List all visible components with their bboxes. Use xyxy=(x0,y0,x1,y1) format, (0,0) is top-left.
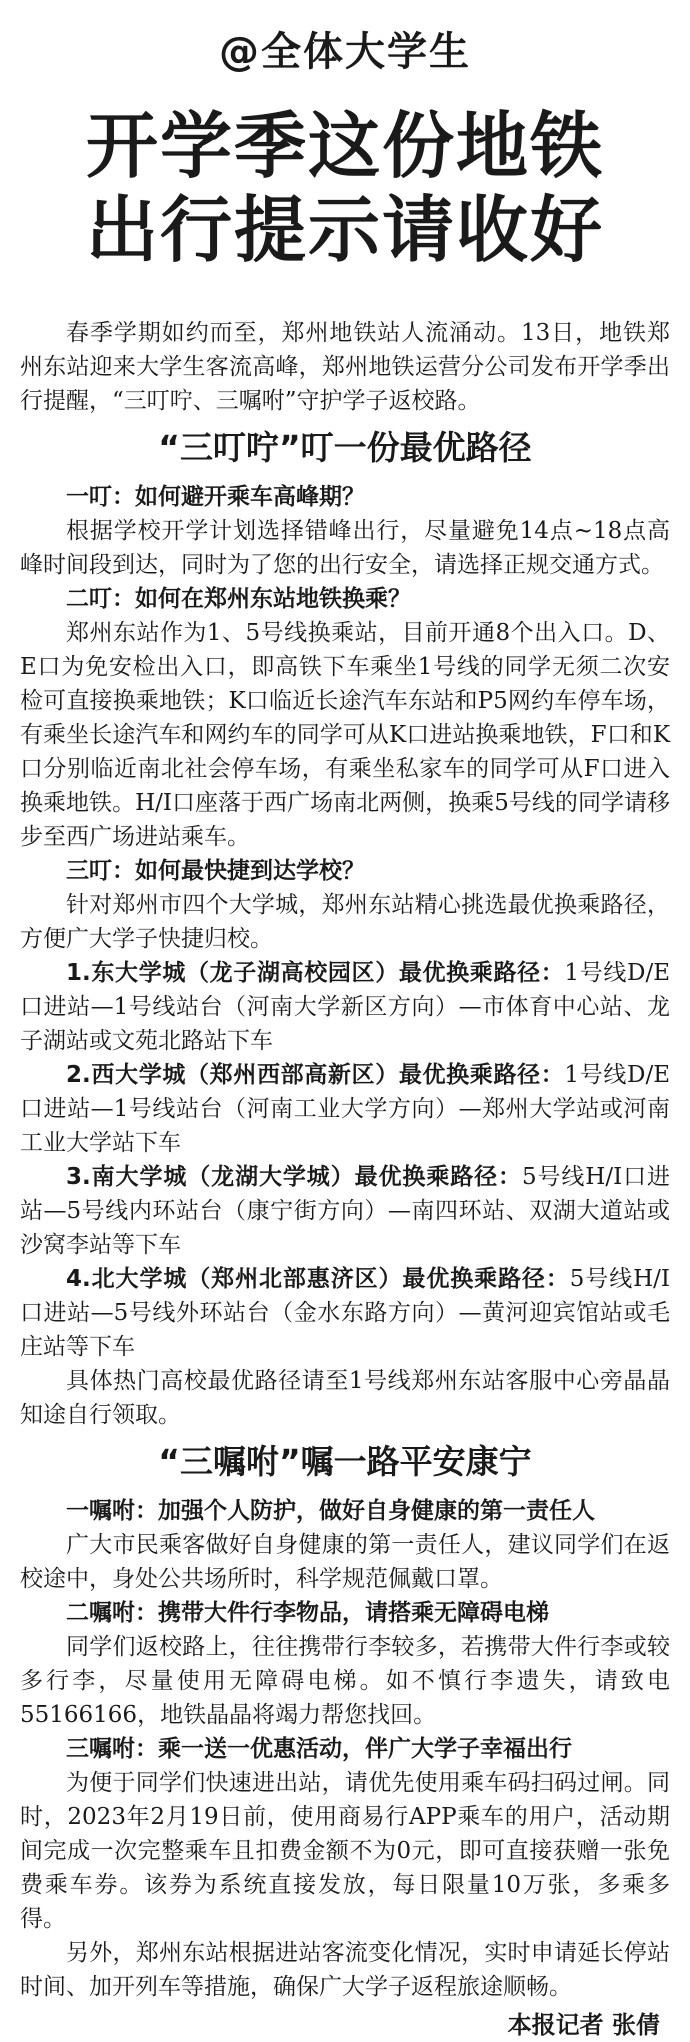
headline xyxy=(20,104,670,272)
advice-3-body: 为便于同学们快速进出站，请优先使用乘车码扫码过闸。同时，2023年2月19日前，使用商易行APP乘车的用户，活动期间完成一次完整乘车且扣费金额不为0元，即可直接获赠一张免费乘车券。该券为系统直接发放，每日限量10万张，多乘多得。 xyxy=(20,1770,670,1932)
route-west-text: 1号线D/E口进站—1号线站台（河南工业大学方向）—郑州大学站或河南工业大学站下车 xyxy=(20,1062,670,1156)
section-title-reminders: “三叮咛”叮一份最优路径 xyxy=(158,428,532,467)
kicker: @全体大学生 xyxy=(219,29,471,75)
route-east-text: 1号线D/E口进站—1号线站台（河南大学新区方向）—市体育中心站、龙子湖站或文苑北路站下车 xyxy=(20,960,670,1054)
intro-paragraph: 春季学期如约而至，郑州地铁站人流涌动。13日，地铁郑州东站迎来大学生客流高峰，郑州地铁运营分公司发布开学季出行提醒，“三叮咛、三嘱咐”守护学子返校路。 xyxy=(20,320,670,414)
reminder-2-body: 郑州东站作为1、5号线换乘站，目前开通8个出入口。D、E口为免安检出入口，即高铁下车乘坐1号线的同学无须二次安检可直接换乘地铁；K口临近长途汽车东站和P5网约车停车场，有乘坐长途汽车和网约车的同学可从K口进站换乘地铁，F口和K口分别临近南北社会停车场，有乘坐私家车的同学可从F口进入换乘地铁。H/I口座落于西广场南北两侧，换乘5号线的同学请移步至西广场进站乘车。 xyxy=(20,620,670,850)
route-west-heading: 2.西大学城（郑州西部高新区）最优换乘路径： xyxy=(66,1062,565,1088)
section-1-closing: 具体热门高校最优路径请至1号线郑州东站客服中心旁晶晶知途自行领取。 xyxy=(20,1368,670,1428)
route-south-heading: 3.南大学城（龙湖大学城）最优换乘路径： xyxy=(66,1164,522,1190)
reminder-3-heading: 三叮：如何最快捷到达学校？ xyxy=(66,858,365,884)
reminder-1-heading: 一叮：如何避开乘车高峰期？ xyxy=(66,484,365,510)
route-south xyxy=(20,1160,670,1262)
reminder-1-body: 根据学校开学计划选择错峰出行，尽量避免14点~18点高峰时间段到达，同时为了您的出行安全，请选择正规交通方式。 xyxy=(20,518,670,578)
advice-2-body: 同学们返校路上，往往携带行李较多，若携带大件行李或较多行李，尽量使用无障碍电梯。如不慎行李遗失，请致电55166166，地铁晶晶将竭力帮您找回。 xyxy=(20,1634,670,1728)
headline-line-2: 出行提示请收好 xyxy=(85,188,604,272)
reminder-2-heading: 二叮：如何在郑州东站地铁换乘？ xyxy=(66,586,411,612)
byline: 本报记者 张倩 xyxy=(507,2011,660,2039)
route-east-heading: 1.东大学城（龙子湖高校园区）最优换乘路径： xyxy=(66,960,565,986)
route-north-heading: 4.北大学城（郑州北部惠济区）最优换乘路径： xyxy=(66,1266,570,1292)
advice-1-heading: 一嘱咐：加强个人防护，做好自身健康的第一责任人 xyxy=(66,1498,595,1524)
section-2-closing: 另外，郑州东站根据进站客流变化情况，实时申请延长停站时间、加开列车等措施，确保广大学子返程旅途顺畅。 xyxy=(20,1940,670,2000)
reminder-3-body: 针对郑州市四个大学城，郑州东站精心挑选最优换乘路径，方便广大学子快捷归校。 xyxy=(20,892,670,952)
route-north-text: 5号线H/I口进站—5号线外环站台（金水东路方向）—黄河迎宾馆站或毛庄站等下车 xyxy=(20,1266,670,1360)
article xyxy=(0,28,690,2039)
route-north xyxy=(20,1262,670,1364)
section-title-advice: “三嘱咐”嘱一路平安康宁 xyxy=(158,1442,532,1481)
advice-2-heading: 二嘱咐：携带大件行李物品，请搭乘无障碍电梯 xyxy=(66,1600,549,1626)
route-south-text: 5号线H/I口进站—5号线内环站台（康宁街方向）—南四环站、双湖大道站或沙窝李站等下车 xyxy=(20,1164,670,1258)
advice-3-heading: 三嘱咐：乘一送一优惠活动，伴广大学子幸福出行 xyxy=(66,1736,572,1762)
route-east xyxy=(20,956,670,1058)
advice-1-body: 广大市民乘客做好自身健康的第一责任人，建议同学们在返校途中，身处公共场所时，科学规范佩戴口罩。 xyxy=(20,1532,670,1592)
route-west xyxy=(20,1058,670,1160)
headline-line-1: 开学季这份地铁 xyxy=(85,104,604,188)
